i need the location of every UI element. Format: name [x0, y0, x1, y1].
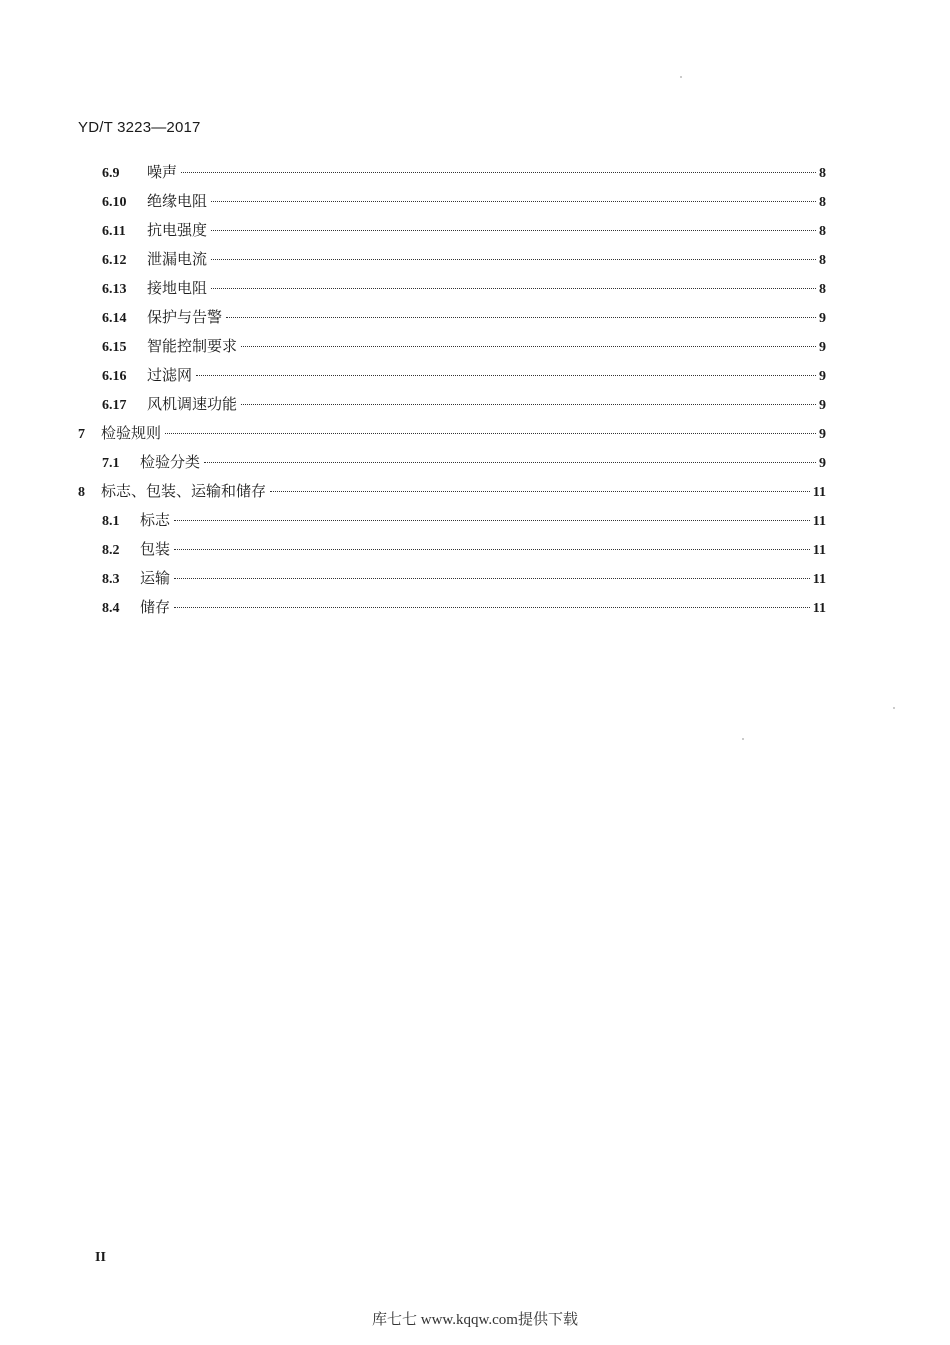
toc-entry[interactable] — [102, 363, 826, 387]
toc-leader-dots — [270, 491, 810, 492]
toc-entry-title: 运输 — [140, 569, 171, 587]
toc-entry-number: 6.14 — [102, 311, 127, 326]
toc-entry-number: 6.13 — [102, 282, 127, 297]
toc-entry-number: 7.1 — [102, 456, 120, 471]
toc-entry[interactable] — [78, 479, 826, 503]
toc-entry-page: 9 — [819, 456, 826, 471]
toc-entry-number: 7 — [78, 427, 85, 442]
toc-leader-dots — [241, 404, 816, 405]
toc-leader-dots — [196, 375, 816, 376]
toc-entry[interactable] — [102, 305, 826, 329]
toc-entry-title: 接地电阻 — [147, 279, 208, 297]
toc-entry-page: 11 — [812, 601, 826, 616]
toc-leader-dots — [211, 288, 816, 289]
toc-entry-title: 绝缘电阻 — [147, 192, 208, 210]
toc-entry-number: 8 — [78, 485, 85, 500]
toc-entry[interactable] — [102, 537, 826, 561]
toc-entry[interactable] — [102, 218, 826, 242]
download-watermark: 库七七 www.kqqw.com提供下载 — [372, 1312, 578, 1328]
toc-entry[interactable] — [102, 566, 826, 590]
toc-entry[interactable] — [102, 595, 826, 619]
toc-entry[interactable] — [102, 392, 826, 416]
toc-leader-dots — [226, 317, 816, 318]
toc-entry-title: 保护与告警 — [147, 308, 223, 326]
toc-entry-page: 11 — [812, 543, 826, 558]
toc-entry-title: 智能控制要求 — [147, 337, 238, 355]
toc-leader-dots — [165, 433, 816, 434]
toc-entry-title: 检验规则 — [101, 424, 162, 442]
toc-entry-title: 包装 — [140, 540, 171, 558]
toc-entry-page: 11 — [812, 514, 826, 529]
toc-entry-number: 6.9 — [102, 166, 120, 181]
toc-entry-number: 6.15 — [102, 340, 127, 355]
toc-entry-number: 8.4 — [102, 601, 120, 616]
toc-entry-number: 8.1 — [102, 514, 120, 529]
toc-entry-title: 储存 — [140, 598, 171, 616]
toc-leader-dots — [174, 520, 810, 521]
toc-entry-number: 8.3 — [102, 572, 120, 587]
toc-entry-page: 11 — [812, 485, 826, 500]
scan-speck — [680, 76, 682, 78]
toc-entry[interactable] — [78, 421, 826, 445]
toc-entry-title: 风机调速功能 — [147, 395, 238, 413]
toc-entry-page: 8 — [819, 166, 826, 181]
toc-entry-title: 标志、包装、运输和储存 — [101, 482, 267, 500]
toc-entry-title: 检验分类 — [140, 453, 201, 471]
toc-leader-dots — [204, 462, 816, 463]
page-number: II — [95, 1250, 106, 1265]
toc-entry[interactable] — [102, 247, 826, 271]
toc-entry[interactable] — [102, 508, 826, 532]
toc-leader-dots — [241, 346, 816, 347]
toc-leader-dots — [211, 259, 816, 260]
toc-entry-number: 6.16 — [102, 369, 127, 384]
toc-entry[interactable] — [102, 189, 826, 213]
toc-entry-number: 6.11 — [102, 224, 126, 239]
toc-entry[interactable] — [102, 450, 826, 474]
toc-leader-dots — [174, 549, 810, 550]
toc-entry[interactable] — [102, 160, 826, 184]
toc-entry-page: 8 — [819, 224, 826, 239]
toc-entry-page: 11 — [812, 572, 826, 587]
toc-entry[interactable] — [102, 276, 826, 300]
toc-entry-title: 泄漏电流 — [147, 250, 208, 268]
toc-entry-page: 8 — [819, 253, 826, 268]
toc-leader-dots — [174, 607, 810, 608]
toc-entry[interactable] — [102, 334, 826, 358]
toc-entry-page: 9 — [819, 427, 826, 442]
toc-leader-dots — [211, 230, 816, 231]
toc-entry-page: 9 — [819, 340, 826, 355]
toc-entry-title: 抗电强度 — [147, 221, 208, 239]
toc-entry-page: 9 — [819, 398, 826, 413]
toc-entry-page: 9 — [819, 311, 826, 326]
toc-entry-title: 噪声 — [147, 163, 178, 181]
toc-entry-number: 6.17 — [102, 398, 127, 413]
toc-entry-page: 9 — [819, 369, 826, 384]
toc-leader-dots — [211, 201, 816, 202]
scan-speck — [742, 738, 744, 740]
document-code: YD/T 3223—2017 — [78, 119, 201, 136]
toc-entry-number: 6.10 — [102, 195, 127, 210]
toc-entry-page: 8 — [819, 195, 826, 210]
toc-entry-title: 过滤网 — [147, 366, 193, 384]
toc-leader-dots — [174, 578, 810, 579]
table-of-contents — [0, 0, 950, 640]
toc-entry-title: 标志 — [140, 511, 171, 529]
toc-entry-page: 8 — [819, 282, 826, 297]
toc-leader-dots — [181, 172, 816, 173]
toc-entry-number: 8.2 — [102, 543, 120, 558]
scan-speck — [893, 707, 895, 709]
toc-entry-number: 6.12 — [102, 253, 127, 268]
